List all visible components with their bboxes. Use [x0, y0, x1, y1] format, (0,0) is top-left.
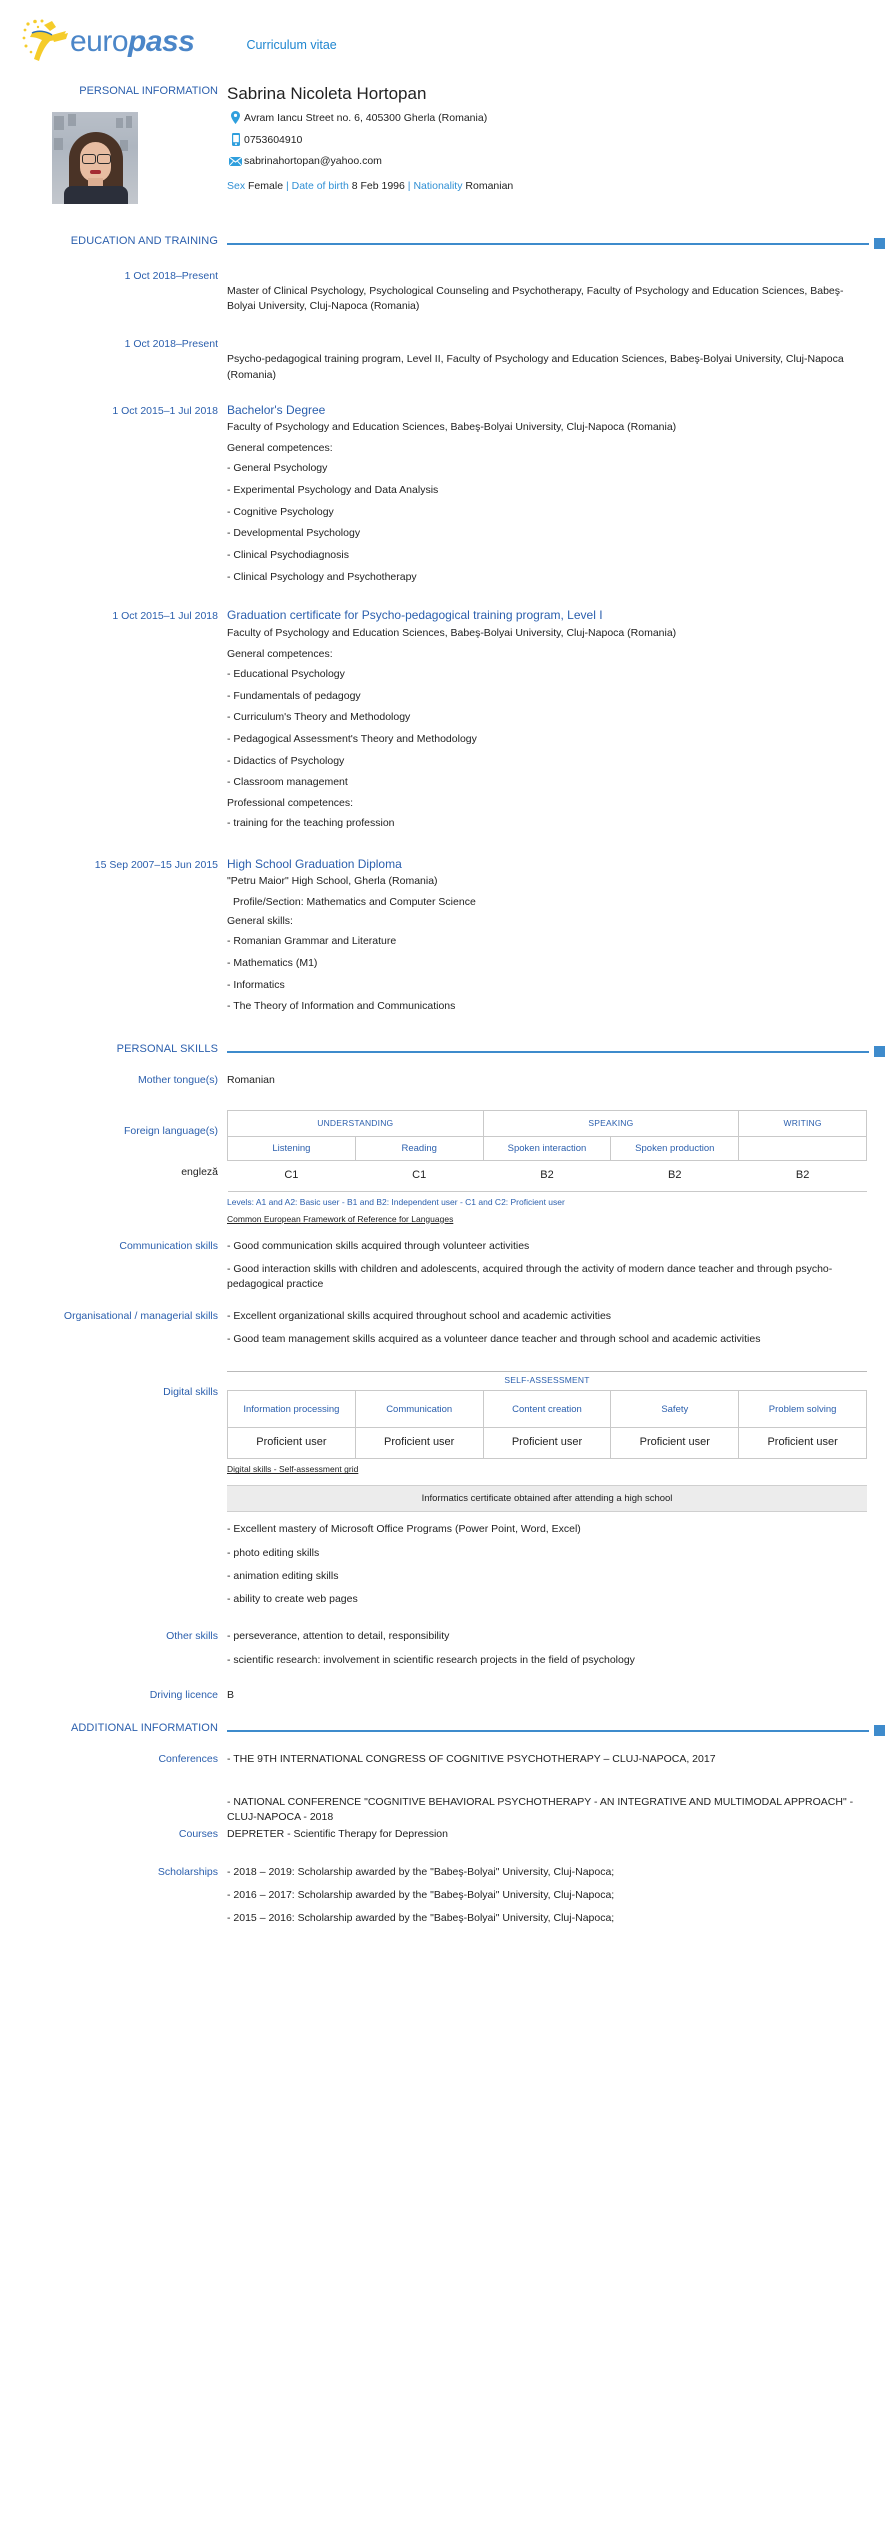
table-row	[228, 1428, 867, 1459]
driving-licence-row	[0, 1688, 885, 1703]
section-header-personal-skills	[0, 1042, 885, 1057]
list-item: - Good team management skills acquired as a volunteer dance teacher and through school and academic activities	[227, 1332, 761, 1345]
driving-licence-label: Driving licence	[149, 1688, 218, 1701]
europass-wordmark: europass	[70, 25, 195, 58]
other-skills-label: Other skills	[166, 1630, 218, 1643]
entry-bullets	[227, 667, 867, 790]
value-information-processing: Proficient user	[228, 1428, 356, 1459]
entry-organisation: Faculty of Psychology and Education Sciences, Babeş-Bolyai University, Cluj-Napoca (Romania)	[227, 626, 677, 639]
education-entry	[0, 268, 885, 314]
entry-content	[227, 608, 885, 830]
phone-value: 0753604910	[244, 133, 303, 146]
level-spoken-interaction: B2	[483, 1161, 611, 1192]
list-item: - 2016 – 2017: Scholarship awarded by the "Babeş-Bolyai" University, Cluj-Napoca;	[227, 1888, 615, 1901]
language-levels-note: Levels: A1 and A2: Basic user - B1 and B2: Independent user - C1 and C2: Proficient user	[227, 1197, 565, 1208]
list-item: - 2018 – 2019: Scholarship awarded by the "Babeş-Bolyai" University, Cluj-Napoca;	[227, 1865, 615, 1878]
level-listening: C1	[228, 1161, 356, 1192]
entry-lead-secondary: Professional competences:	[227, 797, 354, 810]
personal-information-block	[0, 84, 885, 102]
language-table-wrap	[227, 1110, 885, 1225]
level-writing: B2	[739, 1161, 867, 1192]
section-label-additional: ADDITIONAL INFORMATION	[70, 1721, 218, 1734]
section-label-personal-skills: PERSONAL SKILLS	[116, 1043, 218, 1056]
scholarships-content	[227, 1865, 885, 1927]
entry-dates: 1 Oct 2018–Present	[124, 269, 218, 282]
contact-address-row	[227, 111, 867, 124]
entry-organisation: Master of Clinical Psychology, Psychological Counseling and Psychotherapy, Faculty of Psychology and Education Sciences, Babeş-Bolyai University, Cluj-Napoca (Romania)	[227, 284, 844, 313]
entry-dates: 1 Oct 2015–1 Jul 2018	[112, 404, 218, 417]
education-entry	[0, 336, 885, 382]
entry-dates: 1 Oct 2015–1 Jul 2018	[112, 610, 218, 623]
entry-bullets	[227, 461, 867, 584]
section-header-additional	[0, 1721, 885, 1736]
separator-1: |	[285, 180, 289, 192]
courses-row	[0, 1827, 885, 1842]
communication-skills-row	[0, 1239, 885, 1293]
mobile-phone-icon	[227, 133, 244, 146]
education-entry	[0, 857, 885, 1014]
other-skills-content	[227, 1629, 885, 1667]
mother-tongue-value: Romanian	[227, 1073, 275, 1086]
entry-organisation: "Petru Maior" High School, Gherla (Romania)	[227, 875, 438, 888]
entry-organisation: Faculty of Psychology and Education Sciences, Babeş-Bolyai University, Cluj-Napoca (Romania)	[227, 421, 677, 434]
personal-information-content	[227, 84, 885, 102]
column-problem-solving: Problem solving	[739, 1391, 867, 1428]
list-item: - Excellent mastery of Microsoft Office Programs (Power Point, Word, Excel)	[227, 1523, 581, 1536]
organisational-skills-content	[227, 1309, 885, 1347]
column-group-understanding: UNDERSTANDING	[228, 1111, 484, 1136]
page-header	[0, 0, 885, 70]
column-spoken-production: Spoken production	[611, 1136, 739, 1161]
personal-details-row	[0, 102, 885, 204]
section-rule-personal-skills	[227, 1042, 885, 1056]
list-item: - Informatics	[227, 978, 285, 991]
column-group-speaking: SPEAKING	[483, 1111, 739, 1136]
demographics-row	[227, 180, 867, 192]
envelope-icon	[227, 157, 244, 166]
language-self-assessment-table	[227, 1110, 867, 1192]
nationality-label: Nationality	[413, 180, 463, 192]
column-writing-blank	[739, 1136, 867, 1161]
digital-skills-content	[227, 1371, 885, 1607]
list-item: - Pedagogical Assessment's Theory and Methodology	[227, 733, 477, 746]
location-pin-icon	[227, 111, 244, 124]
email-value: sabrinahortopan@yahoo.com	[244, 155, 382, 167]
section-rule-additional	[227, 1721, 885, 1735]
education-entry	[0, 608, 885, 830]
entry-lead: General competences:	[227, 442, 333, 455]
europass-star-figure-icon	[22, 19, 74, 65]
list-item: - Educational Psychology	[227, 668, 345, 680]
organisational-skills-label: Organisational / managerial skills	[63, 1309, 218, 1322]
list-item: - Excellent organizational skills acquired throughout school and academic activities	[227, 1309, 612, 1322]
level-spoken-production: B2	[611, 1161, 739, 1192]
scholarships-row	[0, 1865, 885, 1927]
nationality-value: Romanian	[465, 180, 514, 192]
photo-column	[0, 102, 227, 204]
list-item: - General Psychology	[227, 462, 328, 475]
list-item: - Cognitive Psychology	[227, 505, 334, 518]
list-item: - Romanian Grammar and Literature	[227, 935, 397, 948]
list-item: - training for the teaching profession	[227, 817, 395, 830]
list-item: - Fundamentals of pedagogy	[227, 689, 361, 702]
entry-dates: 1 Oct 2018–Present	[124, 338, 218, 351]
entry-lead: General skills:	[227, 915, 293, 928]
communication-skills-content	[227, 1239, 885, 1293]
contact-phone-row	[227, 133, 867, 146]
entry-title: Graduation certificate for Psycho-pedagogical training program, Level I	[227, 608, 603, 623]
table-header-row	[228, 1391, 867, 1428]
contact-details	[227, 102, 885, 204]
list-item: - Experimental Psychology and Data Analysis	[227, 483, 439, 496]
conferences-row	[0, 1752, 885, 1826]
mother-tongue-row	[0, 1073, 885, 1088]
table-row	[228, 1161, 867, 1192]
value-content-creation: Proficient user	[483, 1428, 611, 1459]
sex-label: Sex	[227, 180, 246, 192]
table-header-row	[228, 1111, 867, 1136]
list-item: - Mathematics (M1)	[227, 957, 318, 970]
entry-bullets-secondary	[227, 816, 867, 831]
contact-email-row	[227, 155, 867, 167]
courses-label: Courses	[178, 1828, 218, 1841]
level-reading: C1	[355, 1161, 483, 1192]
foreign-languages-label: Foreign language(s)	[124, 1125, 218, 1138]
entry-title: High School Graduation Diploma	[227, 856, 402, 871]
education-entry	[0, 403, 885, 585]
section-label-personal-information: PERSONAL INFORMATION	[79, 85, 218, 97]
list-item: - THE 9TH INTERNATIONAL CONGRESS OF COGNITIVE PSYCHOTHERAPY – CLUJ-NAPOCA, 2017	[227, 1752, 716, 1765]
column-listening: Listening	[228, 1136, 356, 1161]
other-skills-row	[0, 1629, 885, 1667]
conferences-label: Conferences	[158, 1752, 218, 1765]
list-item: - Didactics of Psychology	[227, 754, 345, 767]
section-label-education: EDUCATION AND TRAINING	[70, 235, 218, 247]
digital-grid-link[interactable]: Digital skills - Self-assessment grid	[227, 1464, 359, 1475]
list-item: - Curriculum's Theory and Methodology	[227, 711, 411, 724]
scholarships-label: Scholarships	[157, 1865, 218, 1878]
entry-bullets	[227, 934, 867, 1014]
courses-value: DEPRETER - Scientific Therapy for Depression	[227, 1828, 448, 1841]
organisational-skills-row	[0, 1309, 885, 1347]
communication-skills-label: Communication skills	[119, 1240, 218, 1253]
conferences-content	[227, 1752, 885, 1826]
column-group-writing: WRITING	[739, 1111, 867, 1136]
avatar	[52, 112, 138, 204]
value-safety: Proficient user	[611, 1428, 739, 1459]
list-item: - ability to create web pages	[227, 1593, 358, 1606]
list-item: - NATIONAL CONFERENCE "COGNITIVE BEHAVIORAL PSYCHOTHERAPY - AN INTEGRATIVE AND MULTIMODAL APPROACH" - CLUJ-NAPOCA - 2018	[227, 1796, 854, 1824]
list-item: - photo editing skills	[227, 1546, 320, 1559]
value-communication: Proficient user	[355, 1428, 483, 1459]
entry-lead: General competences:	[227, 648, 333, 660]
entry-profile: Profile/Section: Mathematics and Computer Science	[233, 896, 476, 909]
table-subheader-row	[228, 1136, 867, 1161]
europass-logo	[22, 19, 194, 65]
column-information-processing: Information processing	[228, 1391, 356, 1428]
list-item: - Good interaction skills with children and adolescents, acquired through the activity of modern dance teacher and through psycho-pedagogical practice	[227, 1263, 833, 1291]
entry-content	[227, 268, 885, 314]
column-spoken-interaction: Spoken interaction	[483, 1136, 611, 1161]
column-reading: Reading	[355, 1136, 483, 1161]
entry-content	[227, 857, 885, 1014]
entry-organisation: Psycho-pedagogical training program, Level II, Faculty of Psychology and Education Sciences, Babeş-Bolyai University, Cluj-Napoca (Romania)	[227, 353, 844, 381]
entry-title: Bachelor's Degree	[227, 402, 326, 417]
list-item: - Clinical Psychodiagnosis	[227, 549, 349, 562]
self-assessment-caption: SELF-ASSESSMENT	[504, 1375, 590, 1386]
section-rule-education	[227, 234, 885, 248]
language-name: engleză	[181, 1165, 218, 1178]
entry-content	[227, 336, 885, 382]
digital-skills-label: Digital skills	[163, 1386, 218, 1399]
informatics-certificate-bar: Informatics certificate obtained after attending a high school	[227, 1485, 867, 1513]
entry-dates: 15 Sep 2007–15 Jun 2015	[94, 858, 218, 871]
list-item: - scientific research: involvement in scientific research projects in the field of psychology	[227, 1653, 635, 1666]
address-value: Avram Iancu Street no. 6, 405300 Gherla (Romania)	[244, 111, 488, 124]
section-header-education	[0, 234, 885, 249]
document-type-label: Curriculum vitae	[246, 38, 337, 52]
list-item: - Classroom management	[227, 776, 348, 789]
list-item: - Good communication skills acquired through volunteer activities	[227, 1240, 530, 1253]
cefr-link[interactable]: Common European Framework of Reference for Languages	[227, 1213, 454, 1224]
mother-tongue-label: Mother tongue(s)	[138, 1073, 218, 1086]
list-item: - animation editing skills	[227, 1569, 339, 1582]
separator-2: |	[407, 180, 411, 192]
column-safety: Safety	[611, 1391, 739, 1428]
digital-skills-row	[0, 1371, 885, 1607]
entry-content	[227, 403, 885, 585]
list-item: - The Theory of Information and Communications	[227, 1000, 456, 1013]
date-of-birth-value: 8 Feb 1996	[351, 180, 405, 192]
date-of-birth-label: Date of birth	[291, 180, 349, 192]
list-item: - Developmental Psychology	[227, 527, 361, 540]
page-title: Sabrina Nicoleta Hortopan	[227, 84, 427, 103]
column-communication: Communication	[355, 1391, 483, 1428]
list-item: - 2015 – 2016: Scholarship awarded by the "Babeş-Bolyai" University, Cluj-Napoca;	[227, 1912, 615, 1925]
list-item: - perseverance, attention to detail, responsibility	[227, 1630, 450, 1643]
driving-licence-value: B	[227, 1688, 235, 1701]
column-content-creation: Content creation	[483, 1391, 611, 1428]
list-item: - Clinical Psychology and Psychotherapy	[227, 570, 417, 583]
digital-self-assessment-table	[227, 1390, 867, 1459]
value-problem-solving: Proficient user	[739, 1428, 867, 1459]
sex-value: Female	[248, 180, 284, 192]
